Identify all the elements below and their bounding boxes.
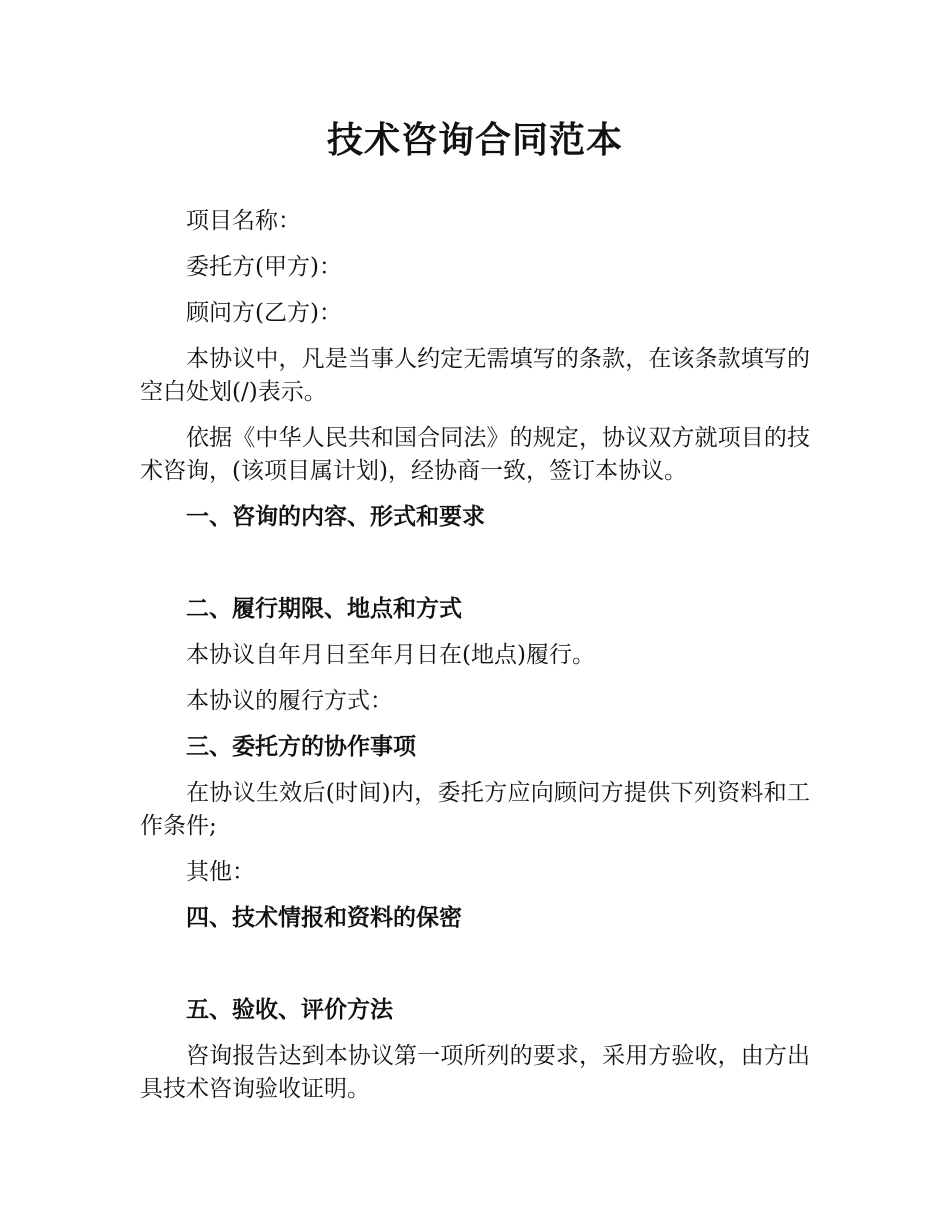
document-title: 技术咨询合同范本: [326, 120, 623, 161]
section-heading-4: 四、技术情报和资料的保密: [186, 905, 462, 931]
section-3-paragraph-2: 其他：: [186, 859, 255, 885]
section-heading-1: 一、咨询的内容、形式和要求: [186, 504, 485, 530]
field-consultant: 顾问方(乙方)：: [186, 300, 342, 326]
intro-note: 本协议中，凡是当事人约定无需填写的条款，在该条款填写的空白处划(/)表示。: [140, 346, 810, 405]
section-heading-3: 三、委托方的协作事项: [186, 734, 416, 760]
section-2-paragraph-2: 本协议的履行方式：: [186, 688, 393, 714]
intro-basis: 依据《中华人民共和国合同法》的规定，协议双方就项目的技术咨询，(该项目属计划)，经协商一致，签订本协议。: [140, 425, 810, 484]
field-project-name: 项目名称：: [186, 208, 301, 234]
section-2-paragraph-1: 本协议自年月日至年月日在(地点)履行。: [186, 642, 595, 668]
section-5-paragraph-1: 咨询报告达到本协议第一项所列的要求，采用方验收，由方出具技术咨询验收证明。: [140, 1043, 810, 1102]
field-client: 委托方(甲方)：: [186, 254, 342, 280]
section-3-paragraph-1: 在协议生效后(时间)内，委托方应向顾问方提供下列资料和工作条件;: [140, 780, 810, 839]
section-heading-2: 二、履行期限、地点和方式: [186, 596, 462, 622]
document-body: [140, 200, 810, 1106]
section-heading-5: 五、验收、评价方法: [186, 997, 393, 1023]
